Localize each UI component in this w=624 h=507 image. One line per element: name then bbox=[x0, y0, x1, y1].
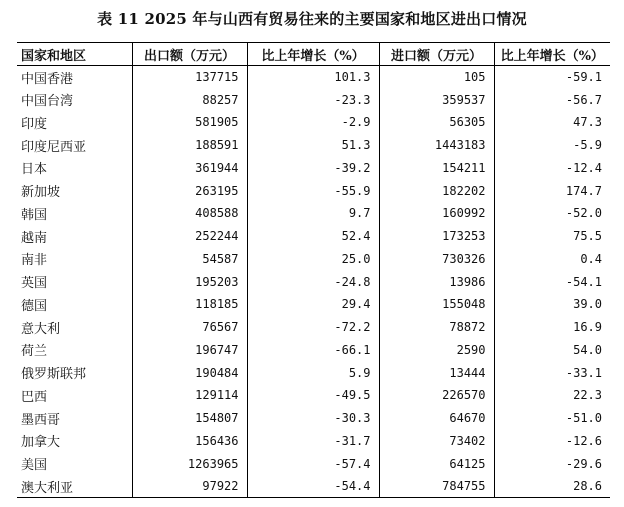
import-cell: 105 bbox=[379, 66, 494, 89]
table-row bbox=[17, 475, 610, 498]
region-cell: 美国 bbox=[21, 458, 48, 474]
table-row bbox=[17, 111, 610, 134]
export-growth-cell: 5.9 bbox=[247, 361, 379, 384]
table-row bbox=[17, 225, 610, 248]
export-growth-cell: -24.8 bbox=[247, 270, 379, 293]
import-growth-cell: 0.4 bbox=[494, 248, 610, 271]
region-cell: 英国 bbox=[21, 276, 48, 292]
import-cell: 155048 bbox=[379, 293, 494, 316]
import-cell: 13444 bbox=[379, 361, 494, 384]
export-growth-cell: -57.4 bbox=[247, 452, 379, 475]
region-cell: 加拿大 bbox=[21, 435, 61, 451]
import-growth-cell: 39.0 bbox=[494, 293, 610, 316]
import-growth-cell: 75.5 bbox=[494, 225, 610, 248]
export-cell: 408588 bbox=[132, 202, 247, 225]
export-growth-cell: -72.2 bbox=[247, 316, 379, 339]
export-growth-cell: -30.3 bbox=[247, 407, 379, 430]
region-cell: 新加坡 bbox=[21, 185, 61, 201]
export-cell: 118185 bbox=[132, 293, 247, 316]
export-cell: 1263965 bbox=[132, 452, 247, 475]
import-cell: 2590 bbox=[379, 339, 494, 362]
header-export-growth: 比上年增长（%） bbox=[247, 43, 379, 66]
export-growth-cell: -55.9 bbox=[247, 179, 379, 202]
region-cell: 澳大利亚 bbox=[21, 480, 74, 496]
import-cell: 13986 bbox=[379, 270, 494, 293]
export-growth-cell: 52.4 bbox=[247, 225, 379, 248]
import-cell: 1443183 bbox=[379, 134, 494, 157]
import-growth-cell: -12.6 bbox=[494, 430, 610, 453]
export-cell: 188591 bbox=[132, 134, 247, 157]
table-row bbox=[17, 66, 610, 89]
table-row bbox=[17, 430, 610, 453]
region-cell: 南非 bbox=[21, 253, 48, 269]
region-cell: 越南 bbox=[21, 230, 48, 246]
export-growth-cell: -2.9 bbox=[247, 111, 379, 134]
table-row bbox=[17, 316, 610, 339]
import-growth-cell: -59.1 bbox=[494, 66, 610, 89]
import-growth-cell: -56.7 bbox=[494, 88, 610, 111]
table-row bbox=[17, 407, 610, 430]
export-cell: 156436 bbox=[132, 430, 247, 453]
region-cell: 日本 bbox=[21, 162, 48, 178]
region-cell: 德国 bbox=[21, 298, 48, 314]
export-growth-cell: 51.3 bbox=[247, 134, 379, 157]
region-cell: 中国香港 bbox=[21, 71, 74, 87]
export-growth-cell: -66.1 bbox=[247, 339, 379, 362]
import-growth-cell: -12.4 bbox=[494, 157, 610, 180]
trade-table bbox=[17, 42, 610, 498]
export-cell: 196747 bbox=[132, 339, 247, 362]
export-cell: 195203 bbox=[132, 270, 247, 293]
export-growth-cell: -54.4 bbox=[247, 475, 379, 498]
export-cell: 154807 bbox=[132, 407, 247, 430]
table-row bbox=[17, 179, 610, 202]
export-cell: 581905 bbox=[132, 111, 247, 134]
header-import: 进口额（万元） bbox=[379, 43, 494, 66]
import-cell: 154211 bbox=[379, 157, 494, 180]
export-growth-cell: -31.7 bbox=[247, 430, 379, 453]
import-growth-cell: -5.9 bbox=[494, 134, 610, 157]
import-cell: 160992 bbox=[379, 202, 494, 225]
import-growth-cell: -29.6 bbox=[494, 452, 610, 475]
import-growth-cell: -54.1 bbox=[494, 270, 610, 293]
region-cell: 韩国 bbox=[21, 207, 48, 223]
import-growth-cell: 22.3 bbox=[494, 384, 610, 407]
region-cell: 墨西哥 bbox=[21, 412, 61, 428]
table-title: 表 11 2025 年与山西有贸易往来的主要国家和地区进出口情况 bbox=[97, 10, 527, 28]
export-growth-cell: -23.3 bbox=[247, 88, 379, 111]
import-cell: 182202 bbox=[379, 179, 494, 202]
export-cell: 76567 bbox=[132, 316, 247, 339]
table-row bbox=[17, 202, 610, 225]
table-row bbox=[17, 293, 610, 316]
region-cell: 意大利 bbox=[21, 321, 61, 337]
import-growth-cell: -51.0 bbox=[494, 407, 610, 430]
region-cell: 巴西 bbox=[21, 389, 48, 405]
export-cell: 54587 bbox=[132, 248, 247, 271]
export-cell: 361944 bbox=[132, 157, 247, 180]
region-cell: 俄罗斯联邦 bbox=[21, 367, 87, 383]
import-cell: 730326 bbox=[379, 248, 494, 271]
import-cell: 359537 bbox=[379, 88, 494, 111]
region-cell: 印度 bbox=[21, 116, 48, 132]
table-row bbox=[17, 339, 610, 362]
import-cell: 226570 bbox=[379, 384, 494, 407]
export-growth-cell: 25.0 bbox=[247, 248, 379, 271]
table-row bbox=[17, 157, 610, 180]
export-cell: 88257 bbox=[132, 88, 247, 111]
region-cell: 荷兰 bbox=[21, 344, 48, 360]
export-cell: 190484 bbox=[132, 361, 247, 384]
table-row bbox=[17, 452, 610, 475]
import-cell: 73402 bbox=[379, 430, 494, 453]
table-row bbox=[17, 134, 610, 157]
table-row bbox=[17, 248, 610, 271]
header-region: 国家和地区 bbox=[21, 48, 87, 64]
import-growth-cell: 54.0 bbox=[494, 339, 610, 362]
export-cell: 252244 bbox=[132, 225, 247, 248]
export-cell: 97922 bbox=[132, 475, 247, 498]
region-cell: 印度尼西亚 bbox=[21, 139, 87, 155]
import-cell: 173253 bbox=[379, 225, 494, 248]
import-growth-cell: -33.1 bbox=[494, 361, 610, 384]
export-cell: 263195 bbox=[132, 179, 247, 202]
region-cell: 中国台湾 bbox=[21, 94, 74, 110]
import-cell: 64670 bbox=[379, 407, 494, 430]
table-row bbox=[17, 270, 610, 293]
export-growth-cell: 9.7 bbox=[247, 202, 379, 225]
import-cell: 784755 bbox=[379, 475, 494, 498]
export-cell: 137715 bbox=[132, 66, 247, 89]
export-cell: 129114 bbox=[132, 384, 247, 407]
import-cell: 64125 bbox=[379, 452, 494, 475]
header-row bbox=[17, 43, 610, 66]
header-export: 出口额（万元） bbox=[132, 43, 247, 66]
export-growth-cell: -49.5 bbox=[247, 384, 379, 407]
table-row bbox=[17, 88, 610, 111]
import-growth-cell: 28.6 bbox=[494, 475, 610, 498]
table-row bbox=[17, 361, 610, 384]
import-growth-cell: 16.9 bbox=[494, 316, 610, 339]
table-row bbox=[17, 384, 610, 407]
import-growth-cell: -52.0 bbox=[494, 202, 610, 225]
export-growth-cell: 101.3 bbox=[247, 66, 379, 89]
header-import-growth: 比上年增长（%） bbox=[494, 43, 610, 66]
import-growth-cell: 47.3 bbox=[494, 111, 610, 134]
import-growth-cell: 174.7 bbox=[494, 179, 610, 202]
export-growth-cell: 29.4 bbox=[247, 293, 379, 316]
import-cell: 78872 bbox=[379, 316, 494, 339]
import-cell: 56305 bbox=[379, 111, 494, 134]
export-growth-cell: -39.2 bbox=[247, 157, 379, 180]
